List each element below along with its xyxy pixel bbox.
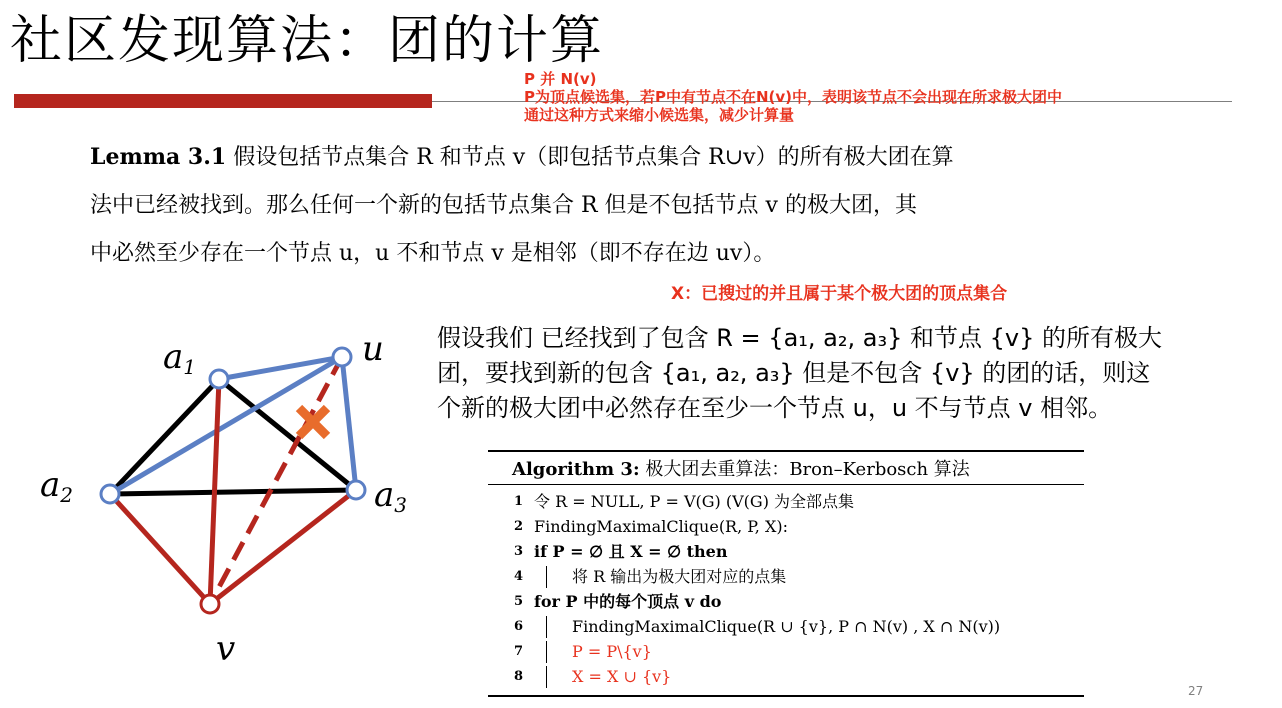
label-v: v [216,629,236,669]
lemma-line-2: 法中已经被找到。那么任何一个新的包括节点集合 R 但是不包括节点 v 的极大团，其 [90,193,917,218]
clique-graph-diagram [30,320,430,680]
algo-line-7: 7 P = P\{v} [514,642,652,661]
explanation-paragraph [437,321,1257,426]
node-v [201,595,219,613]
node-a2 [101,485,119,503]
edge-a3-v [210,490,356,604]
node-a3 [347,481,365,499]
label-a1: a1 [163,337,197,379]
algo-line-3: 3 if P = ∅ 且 X = ∅ then [514,542,728,561]
note-line-3: 通过这种方式来缩小候选集，减少计算量 [524,106,795,124]
note-line-1: P 并 N(v) [524,70,597,88]
label-a3: a3 [374,475,408,517]
algorithm-box [488,450,1084,697]
edge-a3-u [342,357,356,490]
para-line-1: 假设我们 已经找到了包含 R = {a₁, a₂, a₃} 和节点 {v} 的所有极大 [437,324,1162,352]
algo-line-1: 1 令 R = NULL, P = V(G) (V(G) 为全部点集 [514,492,855,511]
annotation-note [524,70,1062,124]
algo-header-label: Algorithm 3: [512,459,640,480]
lemma-label: Lemma 3.1 [90,144,227,170]
algo-bottom-rule [488,695,1084,697]
lemma-line-1 [90,133,1180,182]
algo-line-6: 6 FindingMaximalClique(R ∪ {v}, P ∩ N(v) , X ∩ N(v)) [514,617,1001,636]
title-accent-bar [14,94,432,108]
algo-line-8: 8 X = X ∪ {v} [514,667,672,686]
edge-a1-a3 [219,379,356,490]
algo-line-4: 4 将 R 输出为极大团对应的点集 [514,567,787,586]
edge-a2-a3 [110,490,356,494]
para-line-3: 个新的极大团中必然存在至少一个节点 u，u 不与节点 v 相邻。 [437,394,1113,422]
lemma-line-3: 中必然至少存在一个节点 u，u 不和节点 v 是相邻（即不存在边 uv）。 [90,241,776,266]
node-a1 [210,370,228,388]
lemma-block [90,133,1180,278]
node-u [333,348,351,366]
label-u: u [362,329,384,369]
note-line-2: P为顶点候选集，若P中有节点不在N(v)中，表明该节点不会出现在所求极大团中 [524,88,1063,106]
label-a2: a2 [40,465,74,507]
lemma-text-1: 假设包括节点集合 R 和节点 v（即包括节点集合 R∪v）的所有极大团在算 [226,145,954,170]
edge-a2-v [110,494,210,604]
page-number: 27 [1188,684,1204,698]
algo-line-5: 5 for P 中的每个顶点 v do [514,592,722,611]
para-line-2: 团，要找到新的包含 {a₁, a₂, a₃} 但是不包含 {v} 的团的话，则这 [437,359,1151,387]
x-set-note: X：已搜过的并且属于某个极大团的顶点集合 [671,284,1008,304]
page-title: 社区发现算法：团的计算 [10,11,605,71]
algo-header [488,452,1084,484]
algo-line-2: 2 FindingMaximalClique(R, P, X): [514,517,788,536]
algo-header-title: 极大团去重算法：Bron–Kerbosch 算法 [639,459,970,480]
